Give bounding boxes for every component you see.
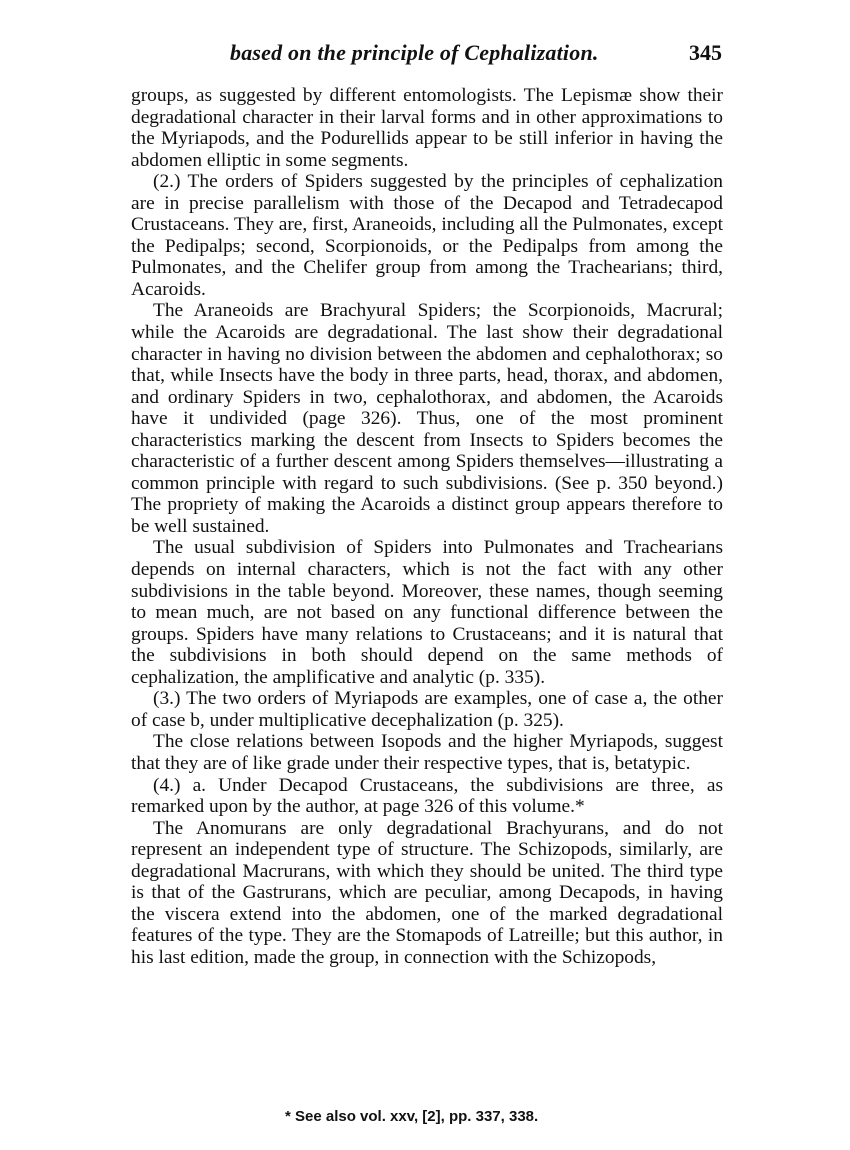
paragraph: The Araneoids are Brachyural Spiders; the Scorpionoids, Macrural; while the Acaroids are degradational. The last show their degradational character in having no division between the abdomen and cephalothorax; so that, while Insects have the body in three parts, head, thorax, and abdomen, and ordinary Spiders in two, cephalothorax, and abdomen, the Acaroids have it undivided (page 326). Thus, one of the most prominent characteristics marking the descent from Insects to Spiders becomes the characteristic of a further descent among Spiders themselves—illustrating a common principle with regard to such subdivisions. (See p. 350 beyond.) The propriety of making the Acaroids a distinct group appears therefore to be well sustained. <box>131 300 723 537</box>
running-title: based on the principle of Cephalization. <box>230 40 599 65</box>
page-number: 345 <box>689 40 722 65</box>
footnote: * See also vol. xxv, [2], pp. 337, 338. <box>285 1108 539 1125</box>
paragraph: The usual subdivision of Spiders into Pulmonates and Trachearians depends on internal characters, which is not the fact with any other subdivisions in the table beyond. Moreover, these names, though seeming to mean much, are not based on any functional difference between the groups. Spiders have many relations to Crustaceans; and it is natural that the subdivisions in both should depend on the same methods of cephalization, the amplificative and analytic (p. 335). <box>131 537 723 688</box>
paragraph: (3.) The two orders of Myriapods are examples, one of case a, the other of case b, under multiplicative decephalization (p. 325). <box>131 688 723 731</box>
paragraph: (4.) a. Under Decapod Crustaceans, the subdivisions are three, as remarked upon by the author, at page 326 of this volume.* <box>131 774 723 818</box>
paragraph: (2.) The orders of Spiders suggested by the principles of cephalization are in precise parallelism with those of the Decapod and Tetradecapod Crustaceans. They are, first, Araneoids, including all the Pulmonates, except the Pedipalps; second, Scorpionoids, or the Pedipalps from among the Pulmonates, and the Chelifer group from among the Trachearians; third, Acaroids. <box>131 171 723 300</box>
paragraph: The close relations between Isopods and the higher Myriapods, suggest that they are of like grade under their respective types, that is, betatypic. <box>131 731 723 774</box>
paragraph: The Anomurans are only degradational Brachyurans, and do not represent an independent type of structure. The Schizopods, similarly, are degradational Macrurans, with which they should be united. The third type is that of the Gastrurans, which are peculiar, among Decapods, in having the viscera extend into the abdomen, one of the marked degradational features of the type. They are the Stomapods of Latreille; but this author, in his last edition, made the group, in connection with the Schizopods, <box>131 817 723 968</box>
running-head <box>130 40 722 70</box>
body-text <box>131 85 723 968</box>
paragraph: groups, as suggested by different entomologists. The Lepismæ show their degradational character in their larval forms and in other approximations to the Myriapods, and the Podurellids appear to be still inferior in having the abdomen elliptic in some segments. <box>131 85 723 171</box>
